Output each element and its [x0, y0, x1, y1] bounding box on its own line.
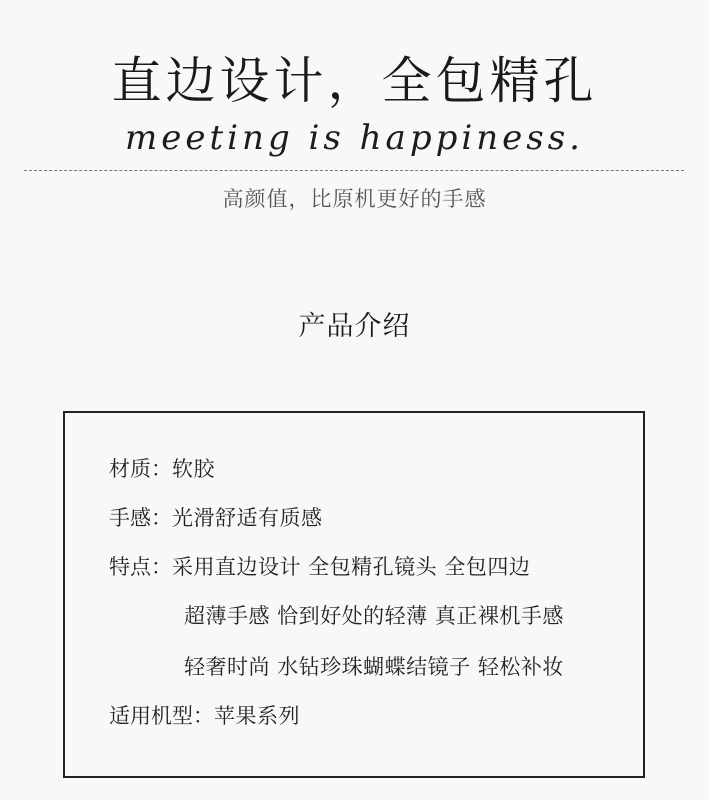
spec-value: 软胶 — [172, 457, 215, 481]
script-tagline: meeting is happiness. — [125, 118, 584, 158]
spec-row-features — [109, 550, 530, 584]
spec-label: 特点： — [109, 555, 172, 579]
spec-value: 苹果系列 — [214, 704, 300, 728]
dashed-divider — [24, 170, 684, 171]
spec-continuation-line: 超薄手感 恰到好处的轻薄 真正裸机手感 — [184, 604, 564, 628]
spec-row-material — [109, 452, 215, 486]
section-title: 产品介绍 — [298, 311, 411, 342]
spec-label: 手感： — [109, 506, 172, 530]
spec-continuation-line: 轻奢时尚 水钻珍珠蝴蝶结镜子 轻松补妆 — [184, 655, 564, 679]
spec-box — [63, 411, 645, 778]
spec-label: 适用机型： — [109, 704, 214, 728]
spec-label: 材质： — [109, 457, 172, 481]
spec-value: 光滑舒适有质感 — [172, 506, 323, 530]
spec-row-feel — [109, 501, 323, 535]
headline: 直边设计，全包精孔 — [111, 52, 598, 110]
subheadline: 高颜值，比原机更好的手感 — [222, 187, 487, 211]
spec-value: 采用直边设计 全包精孔镜头 全包四边 — [172, 555, 531, 579]
spec-row-compatible-models — [109, 699, 300, 733]
